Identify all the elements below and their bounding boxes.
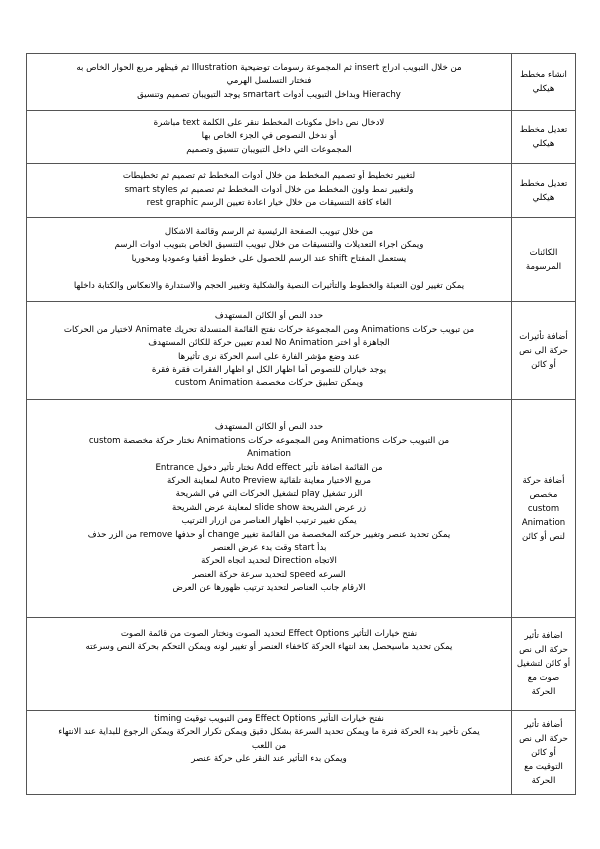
term-cell bbox=[512, 302, 576, 400]
term-cell bbox=[512, 400, 576, 618]
description-line: بدأ start وقت بدء عرض العنصر bbox=[211, 543, 327, 554]
term-line: تعديل مخطط bbox=[519, 178, 568, 189]
term-line: هيكلي bbox=[532, 84, 555, 94]
description-line: ولتغيير نمط ولون المخطط من خلال أدوات المخطط ثم تصميم ثم smart styles bbox=[124, 184, 414, 195]
description-cell bbox=[27, 218, 512, 302]
description-line: يستعمل المفتاح shift عند الرسم للحصول على خطوط أفقيا وعموديا ومحوريا bbox=[131, 253, 407, 264]
description-line: الجاهزة أو اختر No Animation لعدم تعيين حركة للكائن المستهدف bbox=[148, 338, 390, 349]
description-line: ويمكن اجراء التعديلات والتنسيقات من خلال تبويب التنسيق الخاص بتبويب ادوات الرسم bbox=[114, 240, 424, 251]
description-line: نفتح خيارات التأثير Effect Options ومن التبويب توقيت timing bbox=[154, 714, 384, 724]
term-line: مخصص bbox=[529, 489, 558, 500]
term-line: انشاء مخطط bbox=[520, 70, 567, 80]
description-line: أو ندخل النصوص في الجزء الخاص بها bbox=[201, 131, 337, 142]
description-line: ويمكن بدء التأثير عند النقر على حركة عنصر bbox=[191, 754, 347, 765]
term-line: هيكلي bbox=[532, 192, 555, 203]
description-line bbox=[30, 266, 508, 279]
term-line: هيكلي bbox=[532, 139, 555, 149]
description-line: Animation bbox=[247, 449, 291, 460]
table-row bbox=[27, 218, 576, 302]
term-line: custom bbox=[527, 503, 560, 514]
table-row bbox=[27, 164, 576, 218]
description-line: حدد النص أو الكائن المستهدف bbox=[214, 422, 324, 433]
term-line: الحركة bbox=[531, 775, 556, 786]
description-line: من خلال تبويب الصفحة الرئيسية ثم الرسم وقائمة الاشكال bbox=[164, 226, 374, 237]
description-cell bbox=[27, 618, 512, 711]
description-line: الزر تشغيل play لتشغيل الحركات التي في الشريحة bbox=[175, 489, 363, 500]
table-row bbox=[27, 711, 576, 795]
term-cell bbox=[512, 618, 576, 711]
description-cell bbox=[27, 711, 512, 795]
table-row bbox=[27, 302, 576, 400]
description-line: لتغيير تخطيط أو تصميم المخطط من خلال أدوات المخطط ثم تصميم ثم تخطيطات bbox=[122, 171, 416, 182]
description-cell bbox=[27, 164, 512, 218]
description-line: الغاء كافة التنسيقات من خلال خيار اعادة تعيين الرسم rest graphic bbox=[146, 198, 392, 209]
term-line: اضافة تأثير bbox=[524, 631, 563, 641]
description-line: يمكن تغيير ترتيب اظهار العناصر من ازرار الترتيب bbox=[181, 516, 357, 527]
description-line: من اللعب bbox=[251, 740, 287, 751]
description-line: من القائمة اضافة تأثير Add effect نختار تأثير دخول Entrance bbox=[155, 462, 383, 473]
term-line: أضافة حركة bbox=[522, 475, 565, 486]
term-line: حركة الى نص bbox=[519, 345, 568, 356]
term-line: الكائنات bbox=[529, 247, 558, 258]
term-line: أضافة تأثيرات bbox=[519, 331, 568, 342]
term-cell bbox=[512, 54, 576, 111]
description-cell bbox=[27, 302, 512, 400]
term-line: حركة الى نص bbox=[519, 645, 568, 655]
description-line: فنختار التسلسل الهرمي bbox=[226, 76, 312, 87]
description-line: الارقام جانب العناصر لتحديد ترتيب ظهورها عن العرض bbox=[172, 583, 366, 594]
description-line: نفتح خيارات التأثير Effect Options لتحديد الصوت ونختار الصوت من قائمة الصوت bbox=[120, 629, 418, 639]
table-row bbox=[27, 400, 576, 618]
term-line: Animation bbox=[521, 517, 566, 528]
description-line: لادخال نص داخل مكونات المخطط ننقر على الكلمة text مباشرة bbox=[153, 117, 385, 128]
description-line: يمكن تحديد عنصر وتغيير حركته المخصصة من القائمة تغيير change أو حذفها remove من الزر حذف bbox=[87, 529, 451, 540]
term-cell bbox=[512, 218, 576, 302]
description-line: الاتجاه Direction لتحديد اتجاه الحركة bbox=[201, 556, 337, 567]
term-line: التوقيت مع bbox=[524, 761, 563, 772]
description-line: يوجد خياران للنصوص أما اظهار الكل او اظهار الفقرات فقرة فقرة bbox=[151, 364, 387, 375]
description-line: من خلال التبويب ادراج insert ثم المجموعة رسومات توضيحية Illustration ثم فيظهر مربع الحوار الخاص به bbox=[76, 62, 462, 73]
term-line: المرسومة bbox=[525, 261, 562, 272]
description-line: عند وضع مؤشر الفارة على اسم الحركة نرى تأثيرها bbox=[178, 351, 360, 362]
term-line: حركة الى نص bbox=[519, 733, 568, 744]
description-line: المجموعات التي داخل التبويبان تنسيق وتصميم bbox=[186, 144, 352, 155]
description-line: ويمكن تطبيق حركات مخصصة custom Animation bbox=[174, 378, 364, 389]
description-cell bbox=[27, 400, 512, 618]
term-line: أو كائن لتشغيل bbox=[516, 659, 571, 669]
description-line: يمكن تحديد ماسيحصل بعد انتهاء الحركة كاخفاء العنصر أو تغيير لونه ويمكن التحكم بحركة النص وسرعته bbox=[85, 642, 453, 653]
description-line: من تبويب حركات Animations ومن المجموعة حركات نفتح القائمة المنسدلة تحريك Animate لاختيار من الحركات bbox=[63, 324, 475, 335]
description-line: حدد النص أو الكائن المستهدف bbox=[214, 311, 324, 322]
term-cell bbox=[512, 111, 576, 164]
description-cell bbox=[27, 111, 512, 164]
description-line: مربع الاختيار معاينة تلقائية Auto Preview لمعاينة الحركة bbox=[166, 475, 372, 486]
description-line: السرعه speed لتحديد سرعة حركة العنصر bbox=[192, 569, 346, 580]
term-line: الحركة bbox=[531, 687, 556, 697]
description-cell bbox=[27, 54, 512, 111]
term-line: لنص أو كائن bbox=[522, 531, 565, 542]
notes-table bbox=[26, 53, 576, 795]
description-line: زر عرض الشريحة slide show لمعاينة عرض الشريحة bbox=[171, 502, 366, 513]
description-line: يمكن تأخير بدء الحركة فترة ما ويمكن تحديد السرعة بشكل دقيق ويمكن تكرار الحركة ويمكن الرجوع للبداية عند الانتهاء bbox=[58, 727, 480, 738]
table-row bbox=[27, 54, 576, 111]
term-cell bbox=[512, 711, 576, 795]
description-line: Hierachy وبداخل التبويب أدوات smartart يوجد التبويبان تصميم وتنسيق bbox=[137, 89, 401, 100]
term-line: أو كائن bbox=[531, 359, 556, 370]
notes-table-body bbox=[27, 54, 576, 795]
term-line: صوت مع bbox=[527, 673, 560, 683]
table-row bbox=[27, 618, 576, 711]
description-line: يمكن تغيير لون التعبئة والخطوط والتأثيرات النصية والشكلية وتغيير الحجم والاستدارة والانعكاس والكتابة داخلها bbox=[73, 280, 465, 291]
term-cell bbox=[512, 164, 576, 218]
description-line: من التبويب حركات Animations ومن المجموعه حركات Animations نختار حركة مخصصة custom bbox=[88, 435, 450, 446]
table-row bbox=[27, 111, 576, 164]
term-line: أو كائن bbox=[531, 747, 556, 758]
term-line: أضافة تأثير bbox=[524, 719, 563, 730]
term-line: تعديل مخطط bbox=[519, 125, 568, 135]
